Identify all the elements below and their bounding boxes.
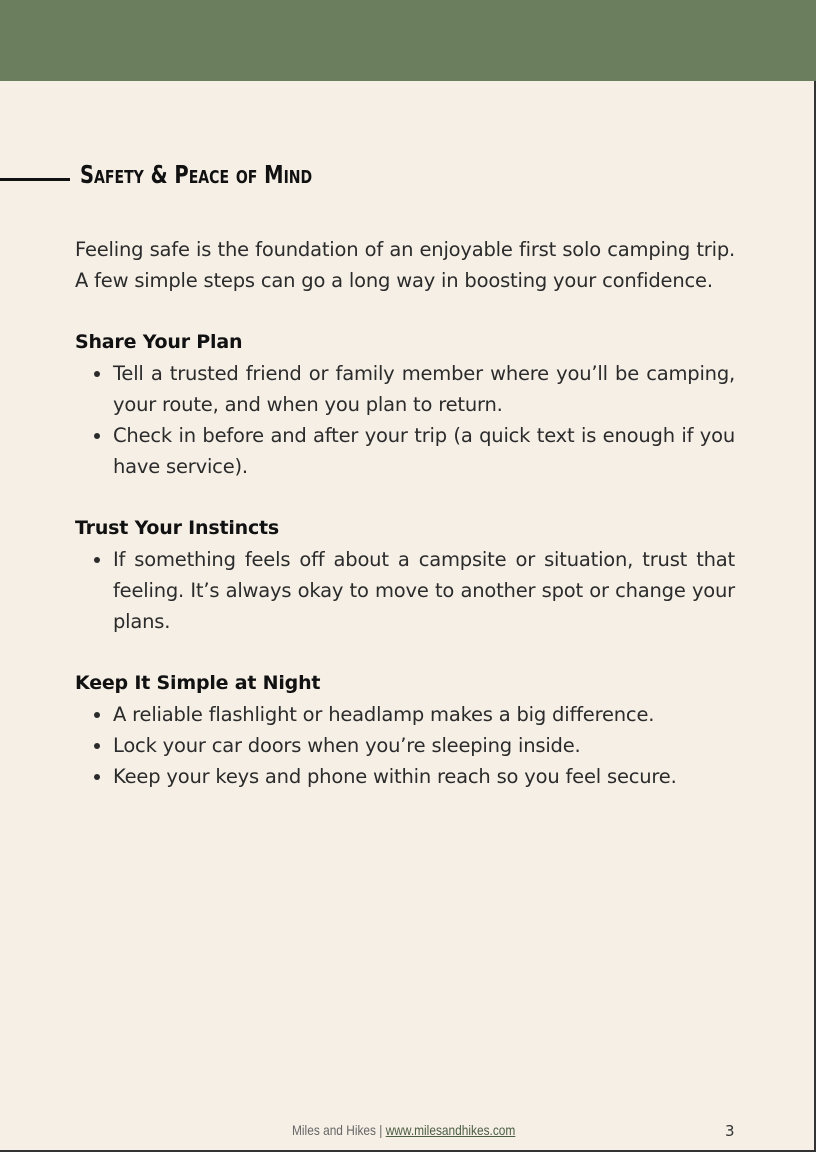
- footer-brand: Miles and Hikes |: [292, 1122, 383, 1138]
- bullet-list: [75, 544, 735, 637]
- footer: [292, 1122, 515, 1138]
- section-heading: Keep It Simple at Night: [75, 672, 321, 694]
- bullet-list: [75, 358, 735, 482]
- body-content: [75, 234, 735, 823]
- list-item: • A reliable flashlight or headlamp makes a big difference.: [113, 699, 735, 730]
- website-link[interactable]: www.milesandhikes.com: [385, 1122, 516, 1138]
- list-item: • If something feels off about a campsite or situation, trust that feeling. It’s always okay to move to another spot or change your plans.: [113, 544, 735, 637]
- list-item: • Keep your keys and phone within reach so you feel secure.: [113, 761, 735, 792]
- list-item: • Tell a trusted friend or family member where you’ll be camping, your route, and when you plan to return.: [113, 358, 735, 420]
- header-banner: [0, 0, 816, 81]
- intro-paragraph: Feeling safe is the foundation of an enjoyable first solo camping trip. A few simple steps can go a long way in boosting your confidence.: [75, 238, 735, 292]
- list-item: • Lock your car doors when you’re sleeping inside.: [113, 730, 735, 761]
- page-number: 3: [725, 1122, 735, 1140]
- bullet-list: [75, 699, 735, 792]
- page-title: Safety & Peace of Mind: [80, 160, 313, 189]
- list-item: • Check in before and after your trip (a quick text is enough if you have service).: [113, 420, 735, 482]
- section-heading: Share Your Plan: [75, 331, 243, 353]
- section-heading: Trust Your Instincts: [75, 517, 280, 539]
- title-rule: [0, 178, 70, 181]
